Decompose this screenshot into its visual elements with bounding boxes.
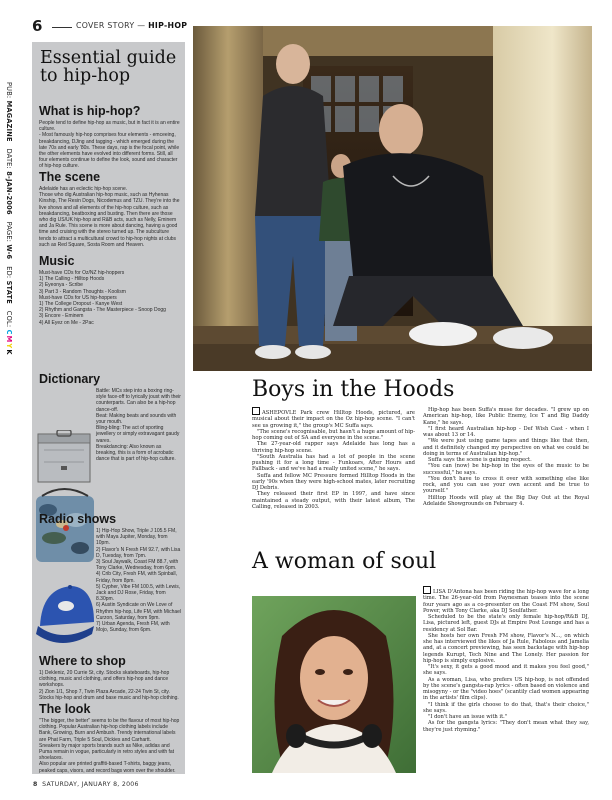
sidebar-paragraph: Must-have CDs for US hip-hoppers [39, 294, 117, 301]
cmyk-letter: K [5, 349, 13, 355]
article-paragraph: "We were just using game tapes and things like that then, and it definitely changed my perspective on what we could be doing in terms of Australian hip-hop." [423, 438, 589, 457]
sidebar-heading: What is hip-hop? [39, 104, 141, 118]
article-paragraph [423, 586, 589, 614]
sidebar-paragraph: 2) Zion 1/1, Shop 7, Twin Plaza Arcade, 22-24 Twin St, city. Stocks hip-hop and drum and base music and hip-hop clothing. [39, 688, 179, 701]
sidebar-paragraph: 2) Eyeonya - Scribe [39, 282, 83, 289]
sidebar-paragraph: 1) The College Dropout - Kanye West [39, 301, 123, 308]
sidebar-heading: The look [39, 702, 91, 716]
sidebar-paragraph: 5) Cypher, Vibe FM 100.5, with Lewis, Jack and DJ Rose, Friday, from 8.30pm. [96, 583, 181, 603]
sidebar-paragraph: Breakdancing: Also known as breaking, this is a form of acrobatic dance that is part of hip-hop culture. [96, 443, 176, 463]
article-paragraph: Hip-hop has been Suffa's muse for decades. "I grew up on American hip-hop, like Public Enemy, Ice T and Big Daddy Kane," he says. [423, 407, 589, 426]
sidebar-paragraph: 4) Crib City, Fresh FM, with Spinball, Friday, from 8pm. [96, 571, 178, 584]
sidebar-section-body [96, 388, 182, 462]
sidebar-heading: Music [39, 254, 75, 268]
sidebar-heading: Where to shop [39, 654, 126, 668]
article-title-boys: Boys in the Hoods [252, 377, 455, 402]
sidebar-paragraph: Sneakers by major sports brands such as Nike, adidas and Puma remain in vogue, particularly in retro styles and with fat shoelaces. [39, 742, 175, 762]
section-topic: HIP-HOP [148, 21, 188, 30]
sidebar-paragraph: Must-have CDs for Oz/NZ hip-hoppers [39, 270, 125, 276]
article-paragraph: Suffa says the scene is gaining respect. [428, 457, 532, 463]
article-paragraph: Scheduled to be the state's only female hip-hop/R&B DJ, Lisa, pictured left, guest DJs at Empire Post Lounge and has a residency at Sol Bar. [423, 614, 589, 633]
slug-ed-label: ED: [5, 266, 13, 279]
article-paragraph: "The scene's recognisable, but hasn't a huge amount of hip-hop coming out of SA and everyone in the scene." [252, 428, 415, 441]
slug-date-value: 8-JAN-2006 [5, 171, 13, 215]
article-paragraph: She hosts her own Fresh FM show, Flavor's N..., on which she has interviewed the likes of Ja Rule, Fabolous and Jamelia and, at a concert previewing, has seen backstage with hip-hop legends Kurupt, Tech Nine and The Lonely. Her passion for hip-hop is simply explosive. [423, 632, 589, 664]
sidebar-section-body [39, 186, 181, 248]
sidebar-paragraph: People tend to define hip-hop as music, but in fact it is an entire culture. [39, 120, 180, 133]
sidebar-paragraph: 2) Flavor's N Fresh FM 92.7, with Lisa D, Tuesday, from 7pm. [96, 546, 181, 559]
sidebar-paragraph: - Most famously hip-hop comprises four elements - emceeing, breakdancing, DJing and tagging - which emerged during the late 70s and early '80s. These days, rap is the focal point, while the other elements have evolved into different forms. Still, all four elements continue to define the look, sound and character of hip-hop culture. [39, 132, 180, 170]
article-woman-column-1 [423, 586, 589, 771]
slug-ed-value: STATE [5, 280, 13, 304]
slug-pub-label: PUB: [5, 82, 13, 99]
sidebar-paragraph: 1) Hip-Hop Show, Triple J 105.5 FM, with Maya Jupiter, Monday, from 10pm. [96, 528, 177, 547]
cmyk-letter: M [5, 335, 13, 343]
article-lead-text: ASHEPOVLE Park crew Hilltop Hoods, pictured, are musical about their impact on the Oz hip-hop scene. "I can't see us growing it," the group's MC Suffa says. [252, 410, 415, 429]
sidebar-section-body [39, 718, 181, 774]
page-footer [33, 778, 588, 792]
sidebar-paragraph: Bling-bling: The act of sporting jewellery or simply extravagant gaudy wares. [96, 425, 180, 444]
slug-text [5, 82, 13, 356]
section-separator: — [134, 21, 149, 30]
article-title-woman: A woman of soul [252, 549, 437, 574]
slug-pub-value: MAGAZINE [5, 100, 13, 142]
article-paragraph: As a woman, Lisa, who prefers US hip-hop, is not offended by the scene's gangsta-rap lyrics - often based on violence and misogyny - or the "video hoes" (scantily clad women appearing in the artists' film clips). [423, 676, 589, 702]
sidebar-paragraph: 7) Urban Agenda, Fresh FM, with Mojo, Sunday, from 6pm. [96, 621, 170, 634]
baseball-cap-icon [36, 585, 94, 643]
article-paragraph: "I think if the girls choose to do that, that's their choice," she says. [423, 701, 589, 714]
sidebar-paragraph: Battle: MCs step into a boxing ring-style face-off to lyrically joust with their counterparts. Can also be a hip-hop dance-off. [96, 388, 181, 413]
production-slug [1, 82, 13, 642]
article-paragraph: The 27-year-old rapper says Adelaide has long has a thriving hip-hop scene. [252, 441, 415, 454]
article-paragraph: "South Australia has had a lot of people in the scene pushing it for a long time - Funkoars, After Hours and Fallback - and we've had a really united scene," he says. [252, 453, 415, 473]
hiphop-gear-illustration [32, 430, 96, 660]
portrait-photo-lisa [252, 596, 416, 773]
article-paragraph: "It's sexy, it gets a good mood and it makes you feel good," she says. [423, 664, 589, 677]
story-start-box-icon [423, 586, 431, 594]
cmyk-marks [5, 330, 13, 356]
article-lead-text: LISA D'Antona has been riding the hip-hop wave for a long time. The 26-year-old from Paynesman teases into the scene four years ago as a co-presenter on the Coast FM show, Soul Power, with Tony Clarke, aka DJ Soulfather. [423, 589, 589, 614]
sidebar-paragraph: Also popular are printed graffiti-based T-shirts, baggy jeans, peaked caps, visors, and record bags worn over the shoulder. [39, 761, 176, 774]
article-paragraph: "You can (now) be hip-hop in the eyes of the music to be successful," he says. [423, 463, 589, 476]
article-boys-column-2 [423, 407, 589, 537]
cmyk-letter: Y [5, 343, 13, 349]
article-boys-column-1 [252, 407, 415, 510]
sidebar-heading: Dictionary [39, 372, 101, 386]
article-paragraph: "I don't have an issue with it." [428, 714, 508, 720]
sidebar-paragraph: 1) The Calling - Hilltop Hoods [39, 276, 105, 283]
sidebar-paragraph: 3) Part 3 - Random Thoughts - Koolism [39, 288, 126, 295]
article-paragraph: Suffa and fellow MC Pressure formed Hilltop Hoods in the early '90s when they were high-school mates, later recruiting DJ Debris. [252, 472, 415, 491]
sidebar-paragraph: 3) Soul Jaywalk, Coast FM 88.7, with Tony Clarke, Wednesday, from 6pm. [96, 559, 179, 572]
footer-text [33, 781, 139, 788]
slug-page-value: W-6 [5, 244, 13, 260]
sidebar-paragraph: 6) Austin Syndicate on We Love of Rhythm hip-hop, Life FM, with Michael Curzon, Saturday, from 9pm. [96, 602, 182, 621]
cmyk-letter: C [5, 329, 13, 335]
sidebar-section-body [39, 270, 181, 326]
record-case-icon [38, 430, 90, 482]
article-paragraph: "You don't have to cross it over with something else like rock, and you can use your own accent and be true to yourself." [423, 475, 589, 495]
slug-col-label: COL: [5, 310, 13, 328]
sidebar-paragraph: Adelaide has an eclectic hip-hop scene. [39, 186, 128, 192]
article-paragraph: "I first heard Australian hip-hop - Def Wish Cast - when I was about 13 or 14. [423, 425, 589, 438]
header-rule [52, 27, 72, 28]
sidebar-section-body [39, 120, 181, 170]
sidebar-heading: The scene [39, 170, 101, 184]
article-paragraph [252, 407, 415, 429]
slug-date-label: DATE: [5, 148, 13, 169]
sidebar-paragraph: "The bigger, the better" seems to be the flavour of most hip-hop clothing. Popular Australian hip-hop clothing labels include Bank, Growing, Burn and Ambush. Trendy international labels are Phat Farm, Triple 5 Soul, Dickies and Carhartt. [39, 718, 180, 743]
section-label [76, 21, 187, 30]
sidebar-paragraph: Those who dig Australian hip-hop music, such as Hyhenas Kinship, The Resin Dogs, Nicodemus and TZU. They're into the live shows and all elements of the hip-hop culture, such as breakdancing, beatboxing and busting. Then there are those who dig US/UK hip-hop and R&B acts, such as Nelly, Eminem and Ja Rule. This scene is more about dancing, having a good time and cruising with the stereo turned up. The subculture tends to attract a multicultural crowd to hip-hop nights at clubs such as Red Square, Sosta Room and Heaven. [39, 192, 180, 248]
sidebar-paragraph: 4) All Eyez on Me - 2Pac [39, 319, 94, 326]
page-number: 6 [32, 17, 43, 35]
story-start-box-icon [252, 407, 260, 415]
sidebar-paragraph: 3) Encore - Eminem [39, 313, 84, 320]
sidebar-title: Essential guide to hip-hop [40, 48, 177, 86]
section-name: COVER STORY [76, 21, 135, 30]
sidebar-section-body [96, 528, 182, 633]
sidebar-paragraph: Beat: Making beats and sounds with your mouth. [96, 412, 177, 426]
hero-photo-hilltop-hoods [193, 26, 592, 371]
sidebar-paragraph: 1) Dekleniz, 20 Currie St, city. Stocks skateboards, hip-hop clothing, music and clothing, and offers hip-hop and dance workshops. [39, 670, 170, 689]
sidebar-section-body [39, 670, 181, 701]
footer-date: SATURDAY, JANUARY 8, 2006 [42, 781, 139, 788]
slug-page-label: PAGE: [5, 221, 13, 243]
article-paragraph: Hilltop Hoods will play at the Big Day Out at the Royal Adelaide Showgrounds on February 4. [423, 494, 589, 507]
sidebar-heading: Radio shows [39, 512, 117, 526]
sidebar-guide [32, 42, 185, 774]
footer-page-number: 8 [33, 781, 38, 788]
sidebar-paragraph: 2) Rhythm and Gangsta - The Masterpiece - Snoop Dogg [39, 307, 166, 314]
article-paragraph: They released their first EP in 1997, and have since maintained a steady output, with their latest album, The Calling, released in 2003. [252, 491, 415, 510]
article-paragraph: As for the gangsta lyrics: "They don't mean what they say, they're just rhyming." [423, 720, 589, 733]
